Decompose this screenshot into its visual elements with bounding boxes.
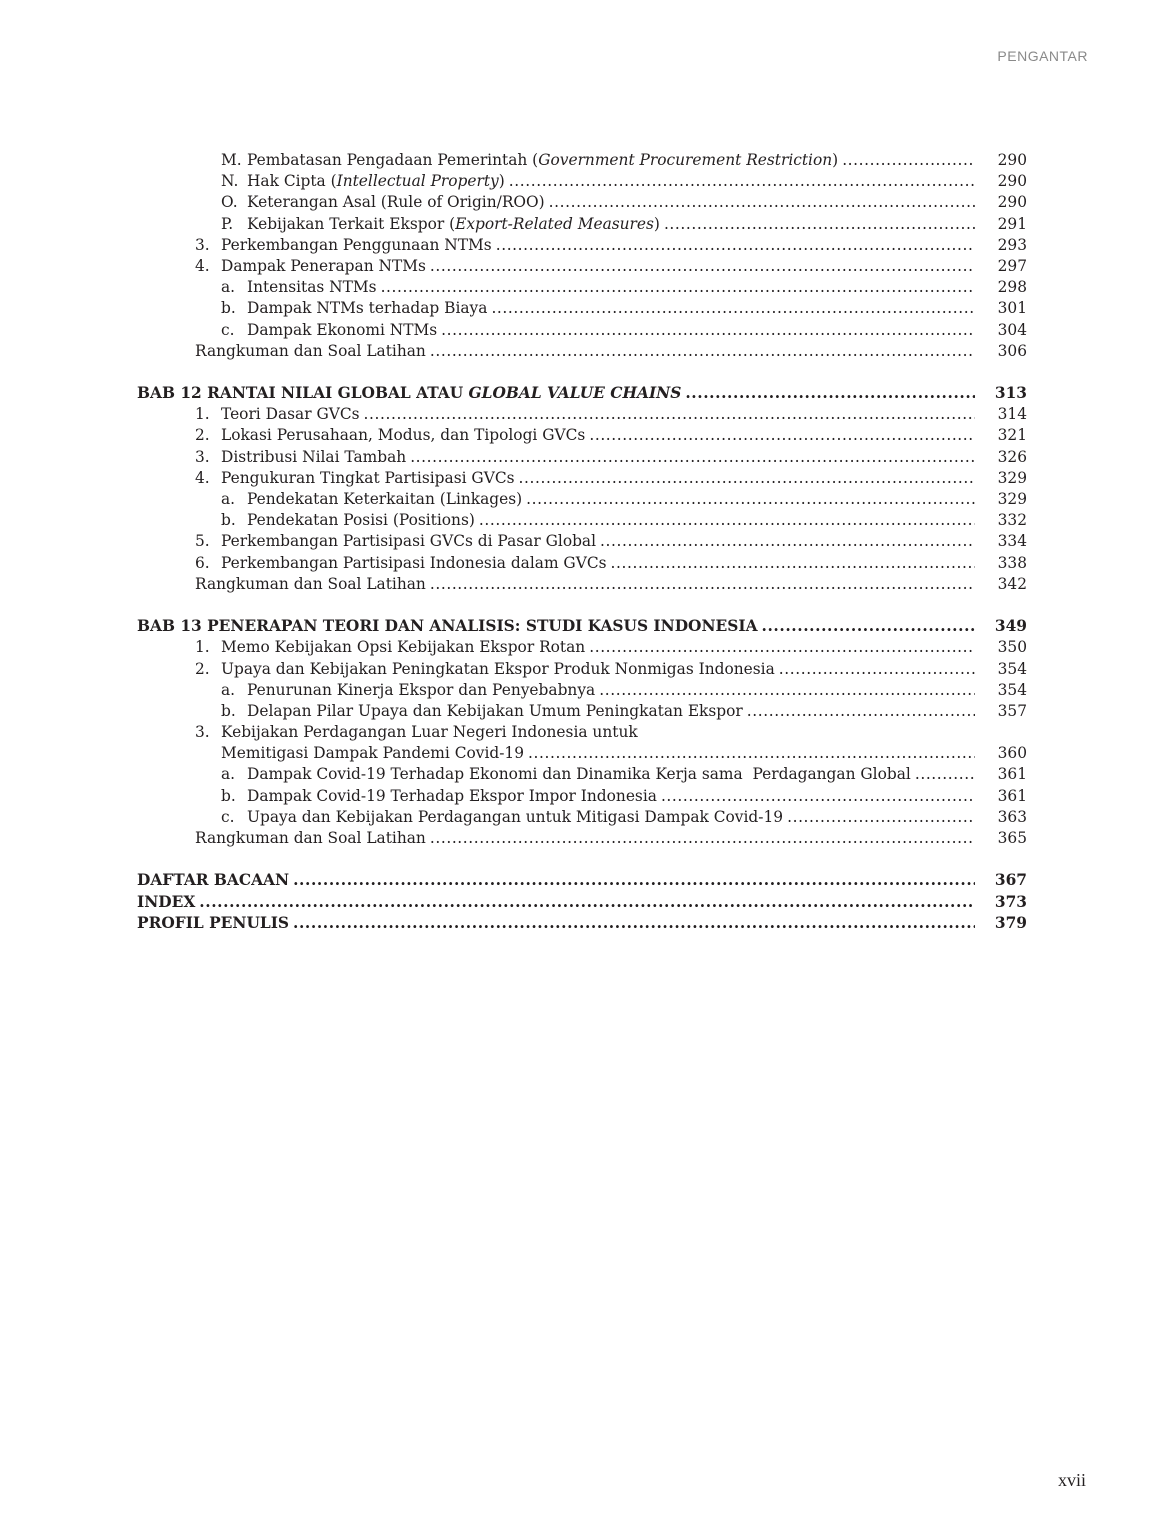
entry-marker: 3. — [195, 235, 210, 254]
entry-marker: a. — [221, 490, 236, 508]
dot-leader — [611, 553, 975, 574]
entry-title: Kebijakan Perdagangan Luar Negeri Indonesia untuk — [221, 723, 638, 742]
toc-entry[interactable] — [137, 531, 1027, 552]
toc-entry[interactable] — [137, 277, 1027, 298]
entry-page: 290 — [997, 193, 1027, 212]
entry-marker: O. — [221, 193, 238, 212]
entry-page: 334 — [997, 532, 1027, 551]
dot-leader — [762, 616, 975, 637]
entry-marker: M. — [221, 151, 242, 169]
entry-title: Teori Dasar GVCs — [221, 405, 360, 424]
entry-marker: 1. — [195, 638, 210, 657]
dot-leader — [479, 510, 975, 531]
entry-marker: c. — [221, 320, 235, 339]
entry-marker: a. — [221, 765, 236, 784]
dot-leader — [664, 214, 975, 235]
toc-entry[interactable] — [137, 637, 1027, 658]
entry-title: Dampak Penerapan NTMs — [221, 256, 426, 275]
entry-marker: P. — [221, 214, 234, 233]
entry-title: Rangkuman dan Soal Latihan — [195, 341, 426, 360]
entry-marker: a. — [221, 278, 236, 297]
dot-leader — [199, 892, 975, 913]
toc-entry[interactable] — [137, 553, 1027, 574]
entry-title: Pendekatan Keterkaitan (Linkages) — [247, 490, 523, 508]
dot-leader — [293, 913, 975, 934]
toc-entry[interactable] — [137, 256, 1027, 277]
dot-leader — [430, 341, 975, 362]
toc-chapter[interactable] — [137, 870, 1027, 891]
entry-page: 338 — [997, 553, 1027, 572]
dot-leader — [441, 320, 975, 341]
dot-leader — [787, 807, 975, 828]
dot-leader — [293, 870, 975, 891]
entry-page: 321 — [997, 426, 1027, 445]
entry-page: 361 — [997, 786, 1027, 805]
entry-page: 293 — [997, 235, 1027, 254]
dot-leader — [381, 277, 975, 298]
entry-title: Perkembangan Partisipasi Indonesia dalam GVCs — [221, 553, 607, 572]
entry-page: 304 — [997, 320, 1027, 339]
toc-entry[interactable] — [137, 574, 1027, 595]
chapter-page: 367 — [994, 871, 1027, 890]
spacer — [137, 595, 1027, 616]
toc-entry[interactable] — [137, 425, 1027, 446]
entry-marker: 5. — [195, 532, 210, 551]
entry-page: 365 — [997, 829, 1027, 847]
dot-leader — [685, 383, 975, 404]
entry-marker: b. — [221, 701, 236, 720]
chapter-page: 313 — [994, 384, 1027, 403]
toc-entry[interactable] — [137, 659, 1027, 680]
entry-page: 314 — [997, 405, 1027, 424]
entry-title: Rangkuman dan Soal Latihan — [195, 829, 426, 847]
entry-marker: 1. — [195, 405, 210, 424]
toc-entry-continuation[interactable] — [137, 743, 1027, 764]
table-of-contents — [137, 150, 1027, 934]
entry-title-continuation: Memitigasi Dampak Pandemi Covid-19 — [221, 744, 525, 763]
entry-marker: N. — [221, 172, 239, 191]
entry-page: 297 — [997, 256, 1027, 275]
chapter-page: 349 — [994, 617, 1027, 636]
toc-entry[interactable] — [137, 235, 1027, 256]
chapter-title: BAB 13 PENERAPAN TEORI DAN ANALISIS: STUDI KASUS INDONESIA — [137, 617, 758, 636]
entry-page: 360 — [997, 744, 1027, 763]
entry-marker: 6. — [195, 553, 210, 572]
entry-marker: 2. — [195, 659, 210, 678]
dot-leader — [915, 764, 975, 785]
entry-title: Upaya dan Kebijakan Perdagangan untuk Mitigasi Dampak Covid-19 — [247, 807, 784, 826]
toc-entry[interactable] — [137, 680, 1027, 701]
toc-entry[interactable] — [137, 214, 1027, 235]
entry-title: Penurunan Kinerja Ekspor dan Penyebabnya — [247, 680, 596, 699]
entry-page: 363 — [997, 807, 1027, 826]
entry-page: 329 — [997, 490, 1027, 508]
entry-page: 342 — [997, 574, 1027, 593]
entry-page: 290 — [997, 172, 1027, 191]
chapter-title: PROFIL PENULIS — [137, 913, 290, 932]
entry-page: 361 — [997, 765, 1027, 784]
entry-page: 354 — [997, 659, 1027, 678]
entry-marker: 3. — [195, 723, 210, 742]
page-number: xvii — [1057, 1470, 1086, 1490]
chapter-title: INDEX — [137, 892, 196, 911]
entry-title: Perkembangan Penggunaan NTMs — [221, 235, 492, 254]
toc-entry[interactable] — [137, 764, 1027, 785]
dot-leader — [779, 659, 975, 680]
entry-title: Intensitas NTMs — [247, 278, 377, 297]
dot-leader — [599, 680, 975, 701]
entry-marker: 4. — [195, 468, 210, 487]
chapter-page: 379 — [994, 913, 1027, 932]
entry-page: 354 — [997, 680, 1027, 699]
toc-entry[interactable] — [137, 786, 1027, 807]
entry-marker: 4. — [195, 256, 210, 275]
dot-leader — [661, 786, 975, 807]
toc-chapter[interactable] — [137, 913, 1027, 934]
dot-leader — [589, 425, 975, 446]
entry-title: Pengukuran Tingkat Partisipasi GVCs — [221, 468, 515, 487]
entry-marker: b. — [221, 511, 236, 530]
toc-entry[interactable] — [137, 341, 1027, 362]
dot-leader — [364, 404, 975, 425]
entry-page: 326 — [997, 447, 1027, 466]
dot-leader — [430, 256, 975, 277]
entry-marker: b. — [221, 786, 236, 805]
entry-title: Kebijakan Terkait Ekspor (Export-Related Measures) — [247, 214, 660, 233]
chapter-page: 373 — [994, 892, 1027, 911]
toc-entry[interactable] — [137, 404, 1027, 425]
toc-chapter[interactable] — [137, 383, 1027, 404]
toc-entry[interactable] — [137, 447, 1027, 468]
entry-page: 357 — [997, 701, 1027, 720]
entry-page: 332 — [997, 511, 1027, 530]
toc-entry[interactable] — [137, 320, 1027, 341]
toc-entry[interactable] — [137, 510, 1027, 531]
dot-leader — [509, 171, 975, 192]
entry-title: Memo Kebijakan Opsi Kebijakan Ekspor Rotan — [221, 638, 586, 657]
toc-entry[interactable] — [137, 489, 1027, 510]
dot-leader — [589, 637, 975, 658]
entry-title: Rangkuman dan Soal Latihan — [195, 574, 426, 593]
entry-marker: b. — [221, 299, 236, 318]
dot-leader — [526, 489, 975, 510]
dot-leader — [430, 574, 975, 595]
dot-leader — [496, 235, 975, 256]
toc-entry[interactable] — [137, 722, 1027, 743]
entry-title: Dampak Ekonomi NTMs — [247, 320, 438, 339]
entry-marker: 3. — [195, 447, 210, 466]
entry-title: Dampak Covid-19 Terhadap Ekonomi dan Dinamika Kerja sama Perdagangan Global — [247, 765, 911, 784]
dot-leader — [410, 447, 975, 468]
dot-leader — [747, 701, 975, 722]
entry-title: Keterangan Asal (Rule of Origin/ROO) — [247, 193, 545, 212]
running-head: PENGANTAR — [997, 48, 1088, 64]
dot-leader — [430, 828, 975, 849]
chapter-title: DAFTAR BACAAN — [137, 871, 290, 890]
spacer — [137, 362, 1027, 383]
toc-entry[interactable] — [137, 807, 1027, 828]
entry-marker: a. — [221, 680, 236, 699]
entry-title: Lokasi Perusahaan, Modus, dan Tipologi GVCs — [221, 426, 586, 445]
entry-title: Upaya dan Kebijakan Peningkatan Ekspor Produk Nonmigas Indonesia — [221, 659, 775, 678]
toc-entry[interactable] — [137, 150, 1027, 171]
toc-entry[interactable] — [137, 298, 1027, 319]
entry-title: Delapan Pilar Upaya dan Kebijakan Umum Peningkatan Ekspor — [247, 701, 743, 720]
entry-page: 306 — [997, 341, 1027, 360]
spacer — [137, 849, 1027, 870]
entry-page: 350 — [997, 638, 1027, 657]
toc-chapter[interactable] — [137, 892, 1027, 913]
toc-entry[interactable] — [137, 468, 1027, 489]
toc-entry[interactable] — [137, 192, 1027, 213]
toc-entry[interactable] — [137, 701, 1027, 722]
entry-title: Hak Cipta (Intellectual Property) — [247, 172, 505, 191]
dot-leader — [549, 192, 975, 213]
entry-title: Perkembangan Partisipasi GVCs di Pasar Global — [221, 532, 597, 551]
toc-entry[interactable] — [137, 828, 1027, 849]
toc-chapter[interactable] — [137, 616, 1027, 637]
entry-marker: c. — [221, 807, 235, 826]
entry-page: 290 — [997, 151, 1027, 169]
entry-title: Distribusi Nilai Tambah — [221, 447, 407, 466]
toc-entry[interactable] — [137, 171, 1027, 192]
entry-page: 298 — [997, 278, 1027, 297]
entry-title: Pendekatan Posisi (Positions) — [247, 511, 475, 530]
chapter-title: BAB 12 RANTAI NILAI GLOBAL ATAU GLOBAL VALUE CHAINS — [137, 384, 682, 403]
dot-leader — [491, 298, 975, 319]
entry-title: Pembatasan Pengadaan Pemerintah (Government Procurement Restriction) — [247, 151, 839, 169]
dot-leader — [842, 150, 975, 171]
dot-leader — [528, 743, 975, 764]
entry-title: Dampak NTMs terhadap Biaya — [247, 299, 488, 318]
dot-leader — [600, 531, 975, 552]
entry-marker: 2. — [195, 426, 210, 445]
entry-page: 301 — [997, 299, 1027, 318]
entry-title: Dampak Covid-19 Terhadap Ekspor Impor Indonesia — [247, 786, 657, 805]
entry-page: 291 — [997, 214, 1027, 233]
dot-leader — [519, 468, 975, 489]
entry-page: 329 — [997, 468, 1027, 487]
